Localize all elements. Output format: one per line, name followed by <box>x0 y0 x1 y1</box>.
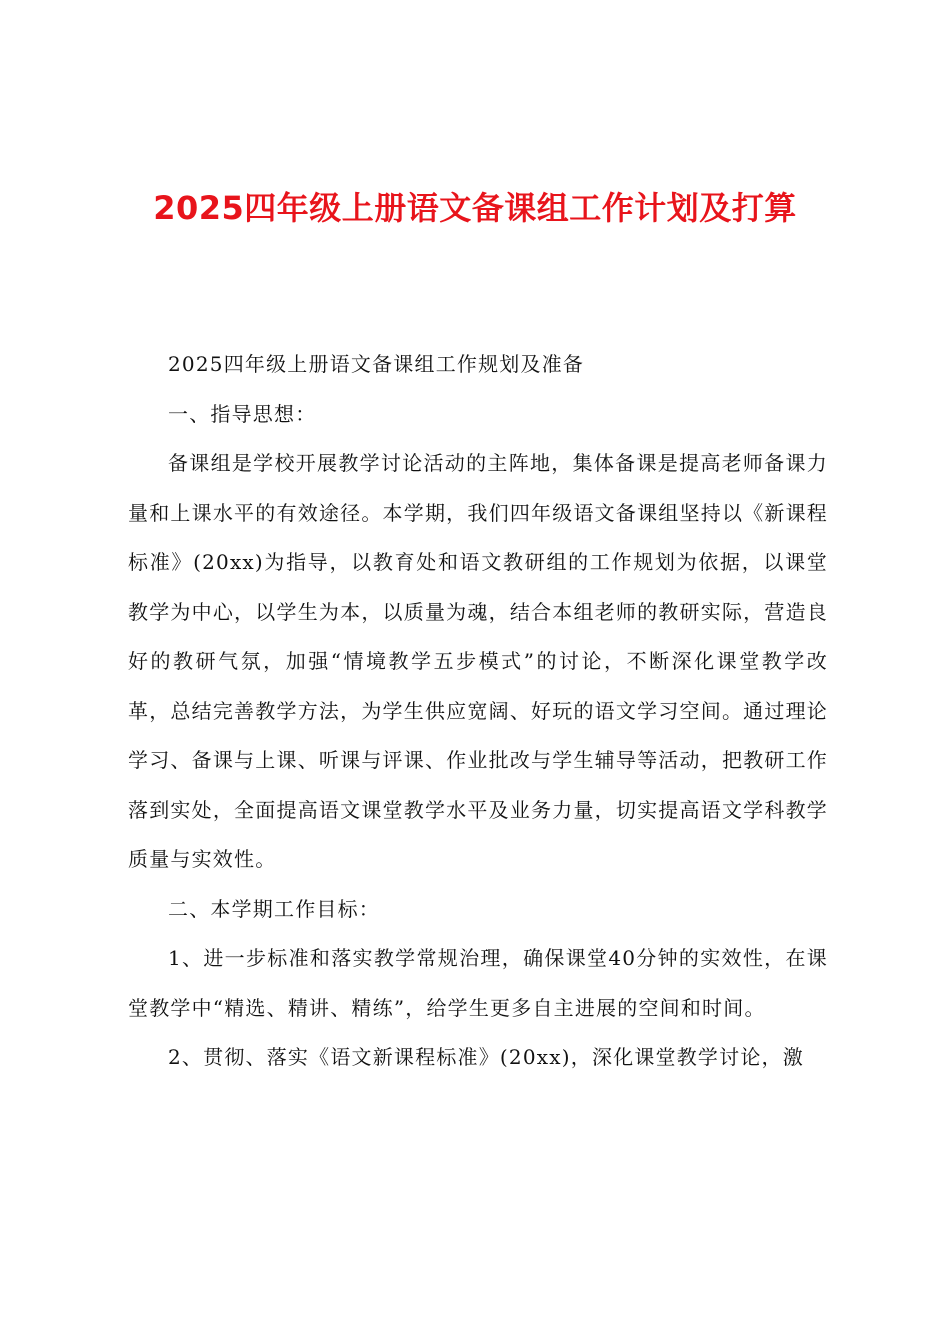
subtitle-paragraph: 2025四年级上册语文备课组工作规划及准备 <box>168 352 585 376</box>
body-paragraph: 1、进一步标准和落实教学常规治理，确保课堂40分钟的实效性，在课堂教学中“精选、精讲、精练”，给学生更多自主进展的空间和时间。 <box>128 946 828 1020</box>
body-paragraph: 备课组是学校开展教学讨论活动的主阵地，集体备课是提高老师备课力量和上课水平的有效途径。本学期，我们四年级语文备课组坚持以《新课程标准》(20xx)为指导，以教育处和语文教研组的工作规划为依据，以课堂教学为中心，以学生为本，以质量为魂，结合本组老师的教研实际，营造良好的教研气氛，加强“情境教学五步模式”的讨论，不断深化课堂教学改革，总结完善教学方法，为学生供应宽阔、好玩的语文学习空间。通过理论学习、备课与上课、听课与评课、作业批改与学生辅导等活动，把教研工作落到实处，全面提高语文课堂教学水平及业务力量，切实提高语文学科教学质量与实效性。 <box>128 451 828 871</box>
body-paragraph: 2、贯彻、落实《语文新课程标准》(20xx)，深化课堂教学讨论，激 <box>168 1045 804 1069</box>
section-heading-work-goals: 二、本学期工作目标： <box>168 896 380 921</box>
section-heading-guiding-ideology: 一、指导思想： <box>168 401 317 426</box>
document-body <box>128 340 828 1083</box>
document-title: 2025四年级上册语文备课组工作计划及打算 <box>153 189 797 227</box>
